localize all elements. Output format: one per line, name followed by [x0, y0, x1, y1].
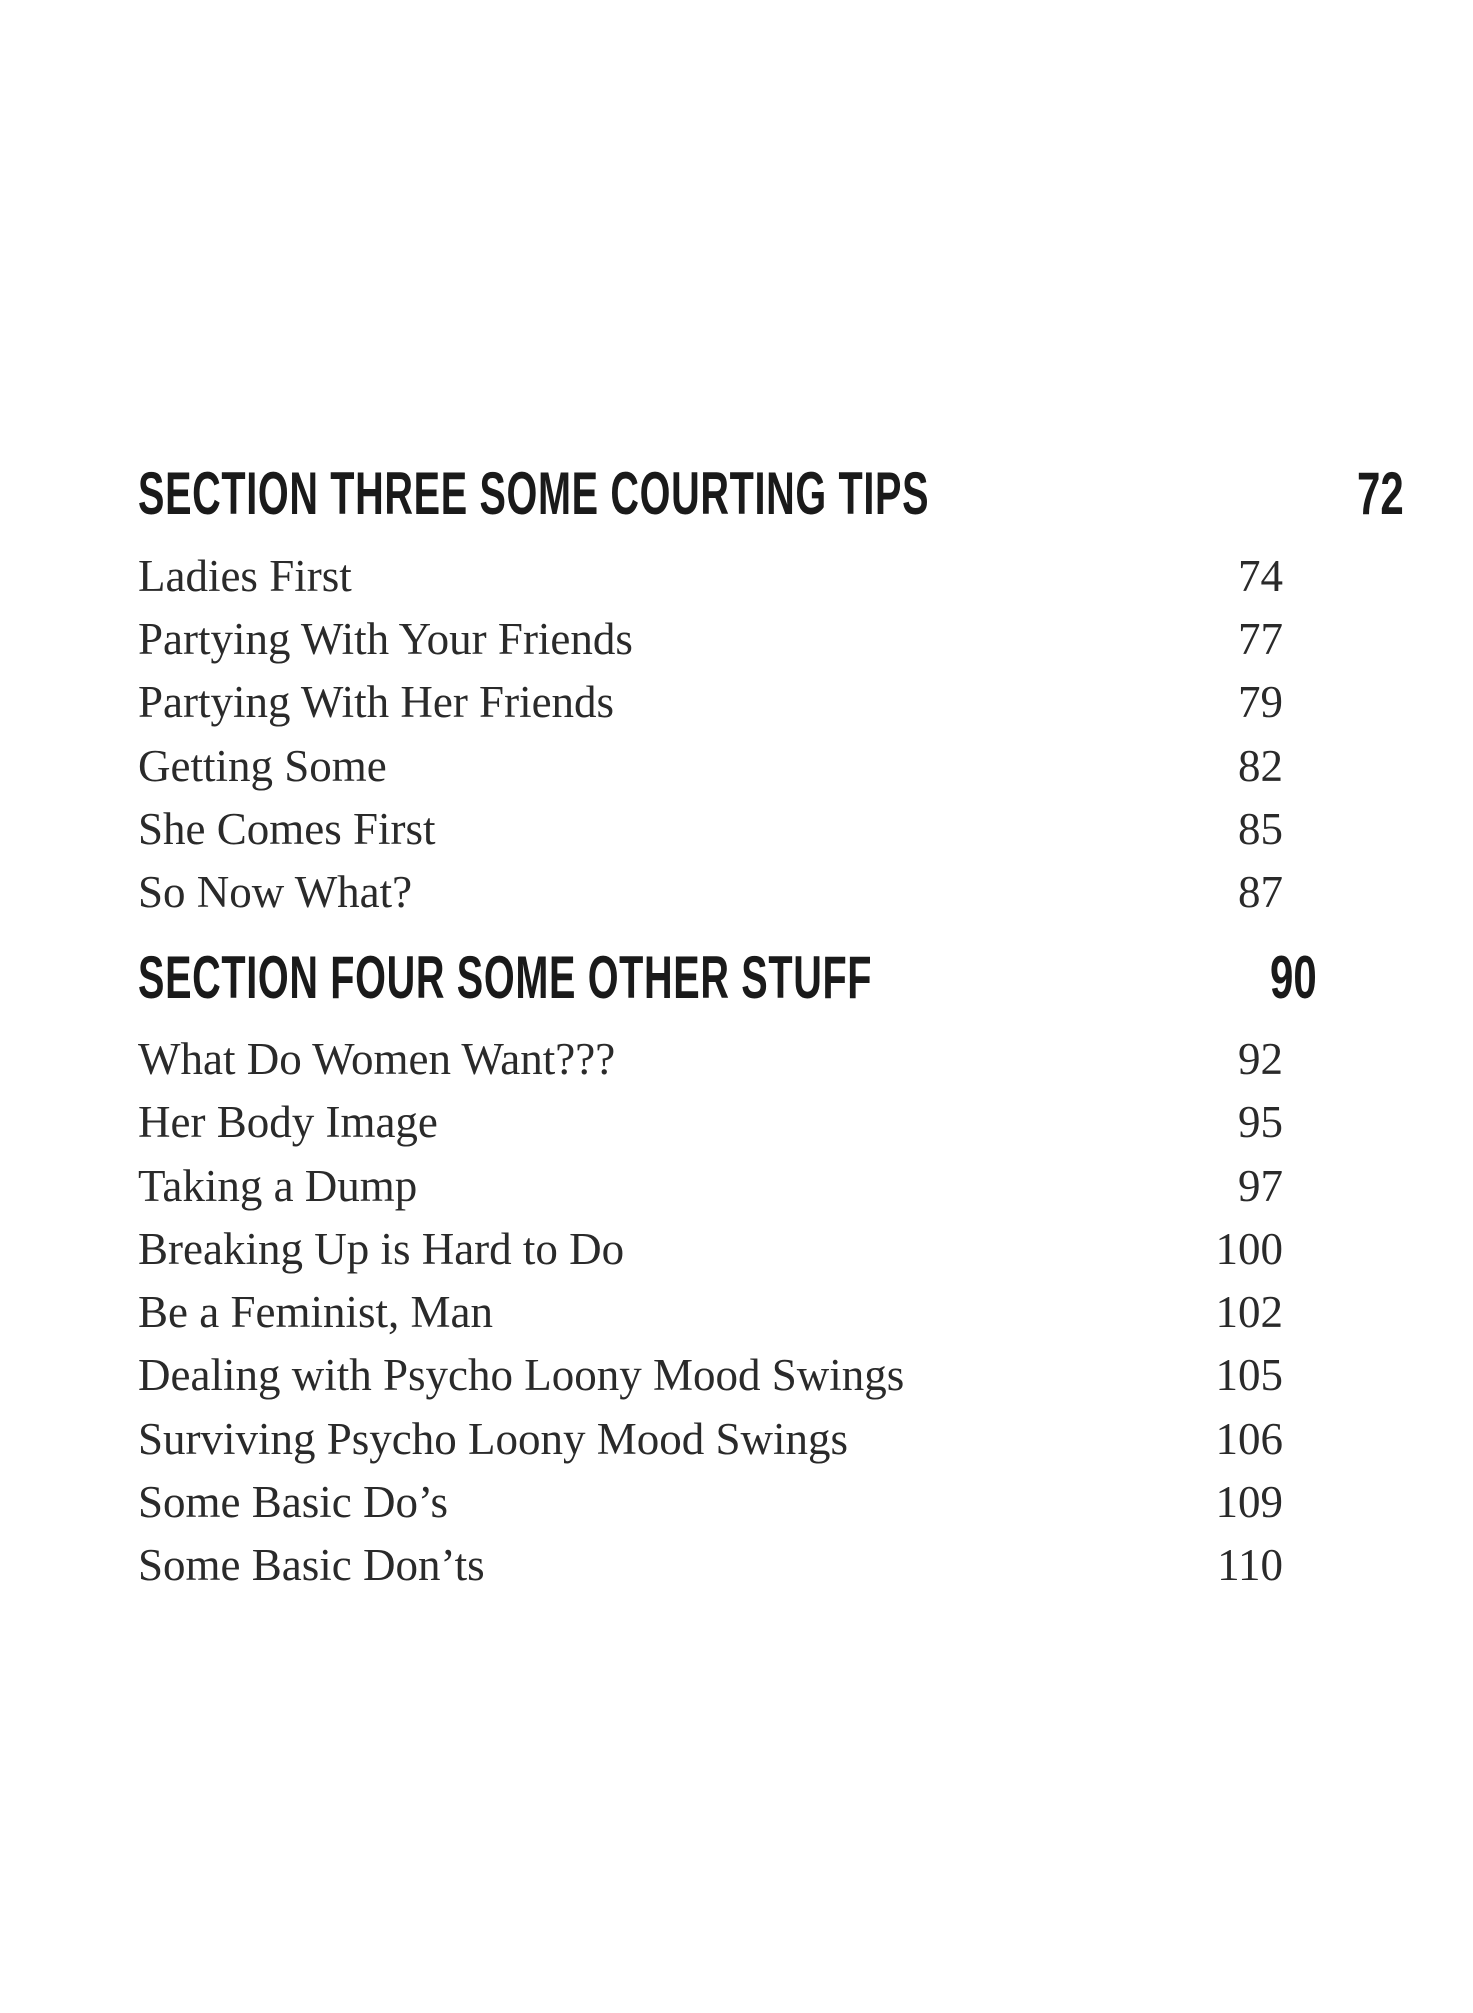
toc-entry: [138, 738, 1283, 794]
entry-title: Surviving Psycho Loony Mood Swings: [138, 1414, 849, 1464]
entry-title: Taking a Dump: [138, 1161, 418, 1211]
entry-page-number: 82: [1238, 741, 1283, 791]
entry-title: Dealing with Psycho Loony Mood Swings: [138, 1350, 905, 1400]
entry-page-number: 95: [1238, 1097, 1283, 1147]
entry-page-number: 79: [1238, 677, 1283, 727]
entry-page-number: 110: [1217, 1540, 1283, 1590]
entry-page-number: 105: [1215, 1350, 1283, 1400]
entry-title: So Now What?: [138, 867, 413, 917]
toc-entry: [138, 1411, 1283, 1467]
section-heading: [138, 460, 1404, 527]
toc-entry: [138, 1031, 1283, 1087]
section-heading: [138, 944, 1318, 1011]
entry-title: Getting Some: [138, 741, 387, 791]
entry-title: What Do Women Want???: [138, 1034, 616, 1084]
entry-title: Some Basic Do’s: [138, 1477, 448, 1527]
entry-title: Ladies First: [138, 551, 352, 601]
entry-page-number: 106: [1215, 1414, 1283, 1464]
toc-entry: [138, 1158, 1283, 1214]
toc-entry: [138, 674, 1283, 730]
entry-title: Some Basic Don’ts: [138, 1540, 485, 1590]
section-title: SECTION FOUR SOME OTHER STUFF: [138, 944, 873, 1011]
entry-page-number: 102: [1215, 1287, 1283, 1337]
toc-entry: [138, 864, 1283, 920]
toc-entry: [138, 1537, 1283, 1593]
entry-page-number: 74: [1238, 551, 1283, 601]
entry-page-number: 87: [1238, 867, 1283, 917]
entry-title: Be a Feminist, Man: [138, 1287, 493, 1337]
section-page-number: 72: [1356, 460, 1404, 527]
entry-title: She Comes First: [138, 804, 436, 854]
toc-entry: [138, 1094, 1283, 1150]
entry-page-number: 85: [1238, 804, 1283, 854]
entry-page-number: 77: [1238, 614, 1283, 664]
section-title: SECTION THREE SOME COURTING TIPS: [138, 460, 930, 527]
entry-page-number: 92: [1238, 1034, 1283, 1084]
entry-title: Breaking Up is Hard to Do: [138, 1224, 625, 1274]
toc-entry: [138, 1347, 1283, 1403]
toc-entry: [138, 548, 1283, 604]
toc-entry: [138, 1284, 1283, 1340]
toc-entry: [138, 611, 1283, 667]
entry-page-number: 109: [1215, 1477, 1283, 1527]
entry-page-number: 97: [1238, 1161, 1283, 1211]
entry-page-number: 100: [1215, 1224, 1283, 1274]
toc-entry: [138, 1221, 1283, 1277]
entry-title: Partying With Your Friends: [138, 614, 633, 664]
entry-title: Partying With Her Friends: [138, 677, 615, 727]
toc-entry: [138, 801, 1283, 857]
toc-entry: [138, 1474, 1283, 1530]
section-page-number: 90: [1270, 944, 1318, 1011]
entry-title: Her Body Image: [138, 1097, 438, 1147]
